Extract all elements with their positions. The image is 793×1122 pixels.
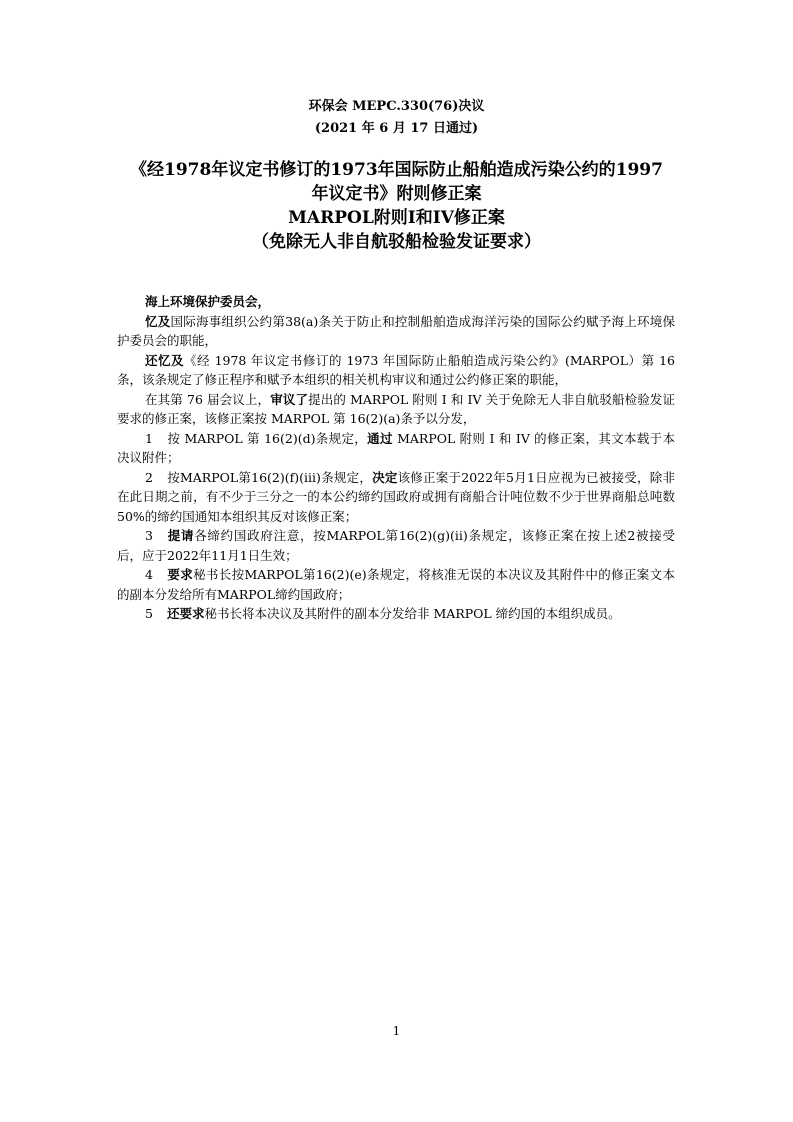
operative-prefix: 按 MARPOL 第 16(2)(d)条规定，	[167, 430, 368, 446]
document-title	[110, 158, 683, 254]
paragraph-number: 3	[145, 528, 153, 543]
operative-text: 各缔约国政府注意，按MARPOL第16(2)(g)(ii)条规定，该修正案在按上述2被接受后，应于2022年11月1日生效；	[117, 528, 675, 563]
session-prefix: 在其第 76 届会议上，	[145, 391, 271, 407]
operative-text: 秘书长按MARPOL第16(2)(e)条规定，将核准无误的本决议及其附件中的修正案文本的副本分发给所有MARPOL缔约国政府；	[117, 567, 675, 602]
recalling2-label: 还忆及	[145, 352, 185, 368]
paragraph-number: 1	[145, 430, 153, 446]
paragraph-number: 4	[145, 567, 153, 582]
title-line-3: MARPOL附则I和IV修正案	[288, 208, 505, 228]
resolution-body	[117, 292, 675, 624]
title-line-4: （免除无人非自航驳船检验发证要求）	[252, 232, 541, 252]
operative-prefix: 按MARPOL第16(2)(f)(iii)条规定，	[167, 469, 373, 485]
committee-line	[117, 292, 675, 312]
operative-paragraph-1	[117, 429, 675, 468]
title-line-2: 年议定书》附则修正案	[311, 184, 482, 204]
operative-text: 秘书长将本决议及其附件的副本分发给非 MARPOL 缔约国的本组织成员。	[204, 606, 621, 621]
title-line-1: 《经1978年议定书修订的1973年国际防止船舶造成污染公约的1997	[130, 160, 663, 180]
operative-label: 提请	[167, 528, 195, 543]
recalling-paragraph	[117, 312, 675, 351]
recalling-text: 国际海事组织公约第38(a)条关于防止和控制船舶造成海洋污染的国际公约赋予海上环境保护委员会的职能，	[117, 313, 675, 348]
operative-label: 还要求	[167, 606, 205, 621]
recalling2-paragraph	[117, 351, 675, 390]
operative-label: 决定	[372, 469, 398, 485]
operative-text: MARPOL 附则 I 和 IV 的修正案，其文本载于本决议附件；	[117, 430, 675, 465]
paragraph-number: 5	[145, 606, 153, 621]
operative-paragraph-5	[117, 604, 675, 624]
recalling-label: 忆及	[145, 313, 171, 329]
operative-paragraph-3	[117, 526, 675, 565]
operative-label: 通过	[367, 430, 393, 446]
operative-text: 该修正案于2022年5月1日应视为已被接受，除非在此日期之前，有不少于三分之一的本公约缔约国政府或拥有商船合计吨位数不少于世界商船总吨数50%的缔约国通知本组织其反对该修正案；	[117, 469, 676, 524]
considered-text: 提出的 MARPOL 附则 I 和 IV 关于免除无人非自航驳船检验发证要求的修正案，该修正案按 MARPOL 第 16(2)(a)条予以分发，	[117, 391, 675, 426]
operative-paragraph-2	[117, 468, 675, 527]
committee-name: 海上环境保护委员会，	[145, 294, 271, 309]
paragraph-number: 2	[145, 469, 153, 485]
operative-label: 要求	[167, 567, 194, 582]
operative-paragraph-4	[117, 565, 675, 604]
resolution-code: 环保会 MEPC.330(76)决议	[308, 99, 485, 114]
considered-paragraph	[117, 390, 675, 429]
page-number: 1	[392, 1024, 401, 1038]
adoption-date: (2021 年 6 月 17 日通过)	[314, 121, 479, 136]
considered-label: 审议了	[270, 391, 309, 407]
recalling2-text: 《经 1978 年议定书修订的 1973 年国际防止船舶造成污染公约》(MARPOL）第 16 条，该条规定了修正程序和赋予本组织的相关机构审议和通过公约修正案的职能，	[117, 352, 675, 387]
